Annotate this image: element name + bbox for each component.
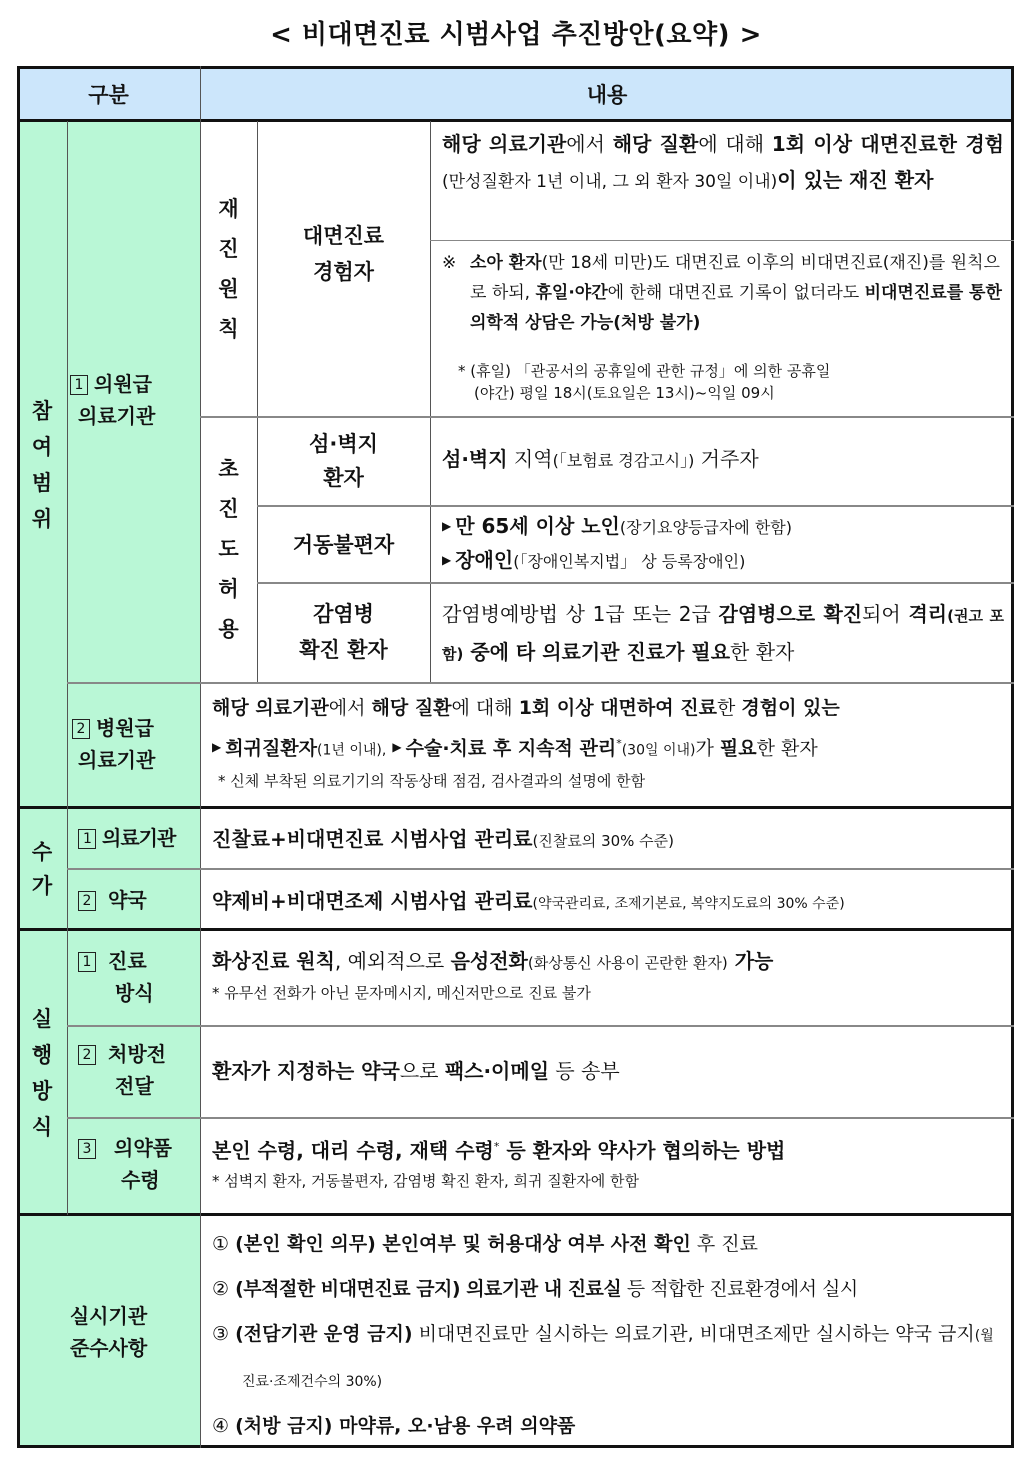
island-criteria: 섬·벽지 지역(「보험료 경감고시」) 거주자 <box>442 447 759 471</box>
divider <box>200 416 1014 418</box>
fee-clinic-content: 진찰료+비대면진료 시범사업 관리료(진찰료의 30% 수준) <box>212 827 675 851</box>
pediatric-note: ※ 소아 환자(만 18세 미만)도 대면진료 이후의 비대면진료(재진)를 원칙으로 하되, 휴일·야간에 한해 대면진료 기록이 없더라도 비대면진료를 통한 의학적 상담은 가능(처방 불가) <box>442 253 1002 333</box>
method-label: 실 행 방 식 <box>31 1006 53 1139</box>
compliance-item: ② (부적절한 비대면진료 금지) 의료기관 내 진료실 등 적합한 진료환경에서 실시 <box>212 1278 858 1300</box>
island-sublabel: 섬·벽지 환자 <box>309 431 378 490</box>
fee-label: 수 가 <box>31 840 53 898</box>
mobility-sublabel: 거동불편자 <box>292 532 395 557</box>
divider <box>200 66 201 1448</box>
triangle-bullet-icon: ▶ <box>442 519 452 533</box>
divider <box>17 119 1014 122</box>
mobility-criteria: ▶ 만 65세 이상 노인(장기요양등급자에 한함) ▶ 장애인(「장애인복지법」 상 등록장애인) <box>442 514 793 572</box>
divider <box>67 682 1014 684</box>
compliance-label: 실시기관 준수사항 <box>69 1303 148 1360</box>
divider <box>17 1213 1014 1216</box>
method-consult-label: 1 진료 방식 <box>78 945 200 1009</box>
divider <box>430 121 431 682</box>
divider <box>17 806 1014 809</box>
fee-pharmacy-label: 2 약국 <box>78 884 200 916</box>
page-title: < 비대면진료 시범사업 추진방안(요약) > <box>270 20 762 50</box>
method-delivery-label: 3 의약품 수령 <box>78 1132 200 1196</box>
method-prescription-label: 2 처방전 전달 <box>78 1038 200 1102</box>
revisit-criteria: 해당 의료기관에서 해당 질환에 대해 1회 이상 대면진료한 경험(만성질환자 1년 이내, 그 외 환자 30일 이내)이 있는 재진 환자 <box>442 132 1004 192</box>
compliance-item: ① (본인 확인 의무) 본인여부 및 허용대상 여부 사전 확인 후 진료 <box>212 1233 758 1255</box>
divider <box>67 868 1014 870</box>
infection-sublabel: 감염병 확진 환자 <box>299 602 388 662</box>
hospital-label: 2 병원급 의료기관 <box>72 712 198 776</box>
divider <box>430 240 1014 241</box>
compliance-item: ④ (처방 금지) 마약류, 오·남용 우려 의약품 <box>212 1415 576 1437</box>
divider <box>67 1117 1014 1119</box>
method-prescription-content: 환자가 지정하는 약국으로 팩스·이메일 등 송부 <box>212 1059 620 1083</box>
header-category: 구분 <box>88 82 129 107</box>
clinic-label: 1 의원급 의료기관 <box>70 368 198 432</box>
triangle-bullet-icon: ▶ <box>442 553 452 567</box>
divider <box>17 928 1014 931</box>
divider <box>67 1025 1014 1027</box>
triangle-bullet-icon: ▶ <box>212 740 222 755</box>
method-consult-content: 화상진료 원칙, 예외적으로 음성전화(화상통신 사용이 곤란한 환자) 가능 * 유무선 전화가 아닌 문자메시지, 메신저만으로 진료 불가 <box>212 949 774 1002</box>
fee-pharmacy-content: 약제비+비대면조제 시범사업 관리료(약국관리료, 조제기본료, 복약지도료의 30% 수준) <box>212 889 845 913</box>
divider <box>257 582 1014 584</box>
method-delivery-content: 본인 수령, 대리 수령, 재택 수령* 등 환자와 약사가 협의하는 방법 * 섬벽지 환자, 거동불편자, 감염병 확진 환자, 희귀 질환자에 한함 <box>212 1138 786 1190</box>
table-border <box>17 66 1014 1448</box>
revisit-sublabel: 대면진료 경험자 <box>302 223 385 284</box>
first-visit-label: 초 진 도 허 용 <box>218 457 239 641</box>
header-content: 내용 <box>586 82 628 107</box>
revisit-label: 재 진 원 칙 <box>218 196 239 341</box>
hospital-criteria: 해당 의료기관에서 해당 질환에 대해 1회 이상 대면하여 진료한 경험이 있는 ▶ 희귀질환자(1년 이내), ▶ 수술·치료 후 지속적 관리*(30일 이내)가 필요한 환자 * 신체 부착된 의료기기의 작동상태 점검, 검사결과의 설명에 한함 <box>212 697 840 791</box>
infection-criteria: 감염병예방법 상 1급 또는 2급 감염병으로 확진되어 격리(권고 포함) 중에 타 의료기관 진료가 필요한 환자 <box>442 602 1004 664</box>
fee-clinic-label: 1 의료기관 <box>78 822 200 854</box>
scope-label: 참 여 범 위 <box>31 398 53 531</box>
triangle-bullet-icon: ▶ <box>392 740 402 755</box>
divider <box>257 505 1014 507</box>
divider <box>67 121 68 1215</box>
compliance-item: ③ (전담기관 운영 금지) 비대면진료만 실시하는 의료기관, 비대면조제만 실시하는 약국 금지(월 진료·조제건수의 30%) <box>212 1323 994 1390</box>
holiday-footnote: * (휴일) 「관공서의 공휴일에 관한 규정」에 의한 공휴일 (야간) 평일 18시(토요일은 13시)~익일 09시 <box>458 362 831 402</box>
divider <box>257 121 258 682</box>
